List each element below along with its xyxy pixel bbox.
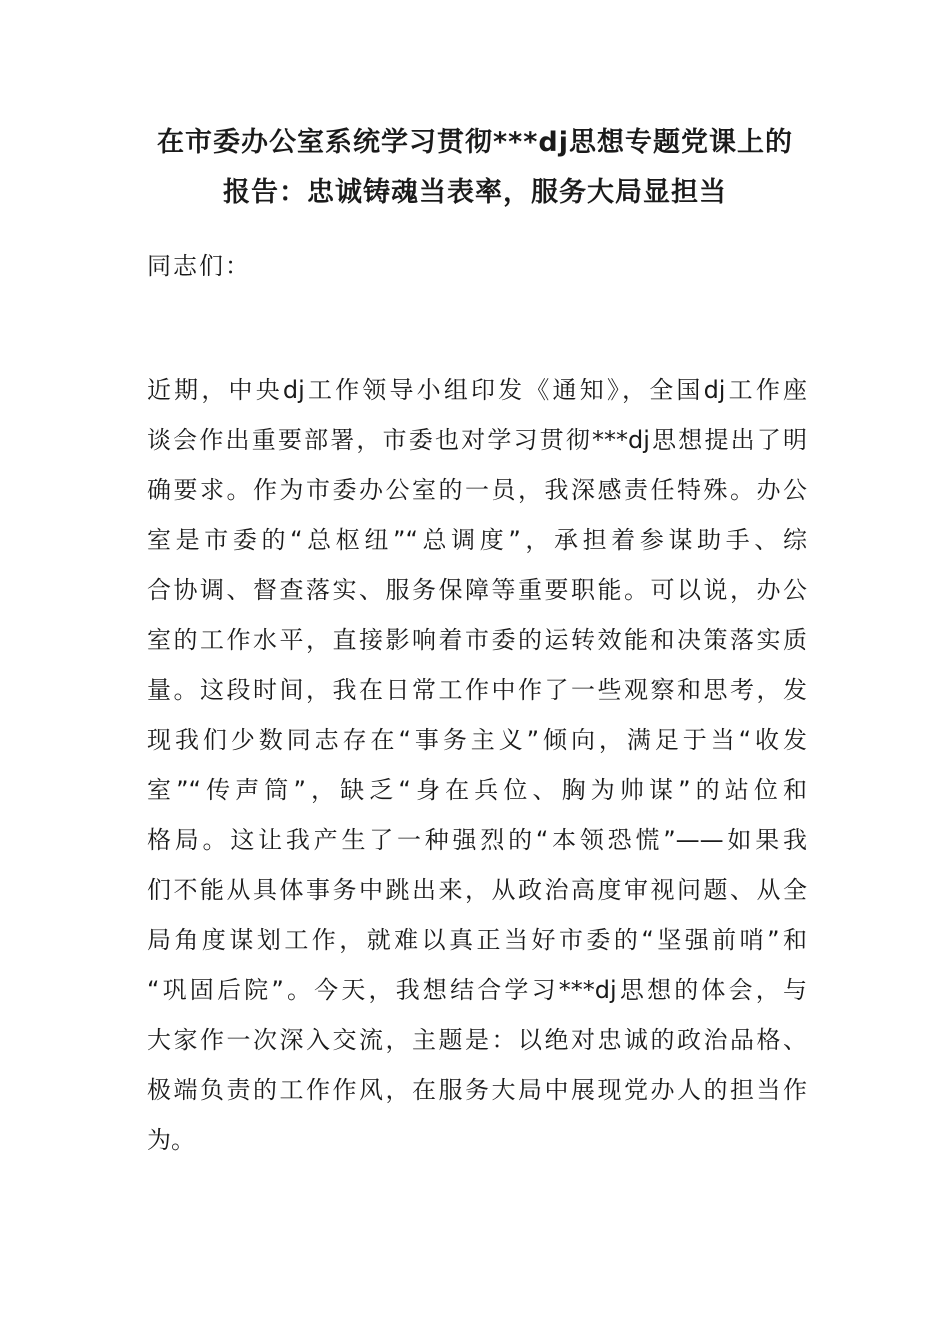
- paragraph-line: 极端负责的工作作风，在服务大局中展现党办人的担当作: [147, 1076, 807, 1104]
- paragraph-line: 量。这段时间，我在日常工作中作了一些观察和思考，发: [147, 676, 807, 704]
- paragraph-line: 局角度谋划工作，就难以真正当好市委的“坚强前哨”和: [147, 926, 807, 954]
- paragraph-line: 格局。这让我产生了一种强烈的“本领恐慌”——如果我: [147, 826, 807, 854]
- paragraph-line: 为。: [147, 1126, 195, 1154]
- document-title: [130, 118, 820, 218]
- paragraph-line: “巩固后院”。今天，我想结合学习***dj思想的体会，与: [147, 976, 807, 1004]
- paragraph-line: 确要求。作为市委办公室的一员，我深感责任特殊。办公: [147, 476, 807, 504]
- paragraph-line: 室是市委的“总枢纽”“总调度”，承担着参谋助手、综: [147, 526, 807, 554]
- paragraph-line: 合协调、督查落实、服务保障等重要职能。可以说，办公: [147, 576, 807, 604]
- paragraph-line: 室的工作水平，直接影响着市委的运转效能和决策落实质: [147, 626, 807, 654]
- body-paragraph: [147, 365, 807, 1165]
- title-line-2: 报告：忠诚铸魂当表率，服务大局显担当: [223, 177, 727, 208]
- paragraph-line: 们不能从具体事务中跳出来，从政治高度审视问题、从全: [147, 876, 807, 904]
- paragraph-line: 近期，中央dj工作领导小组印发《通知》，全国dj工作座: [147, 376, 807, 404]
- paragraph-line: 室”“传声筒”，缺乏“身在兵位、胸为帅谋”的站位和: [147, 776, 807, 804]
- paragraph-line: 大家作一次深入交流，主题是：以绝对忠诚的政治品格、: [147, 1026, 807, 1054]
- paragraph-line: 谈会作出重要部署，市委也对学习贯彻***dj思想提出了明: [147, 426, 807, 454]
- salutation: 同志们：: [147, 252, 251, 280]
- title-line-1: 在市委办公室系统学习贯彻***dj思想专题党课上的: [157, 127, 793, 158]
- paragraph-line: 现我们少数同志存在“事务主义”倾向，满足于当“收发: [147, 726, 807, 754]
